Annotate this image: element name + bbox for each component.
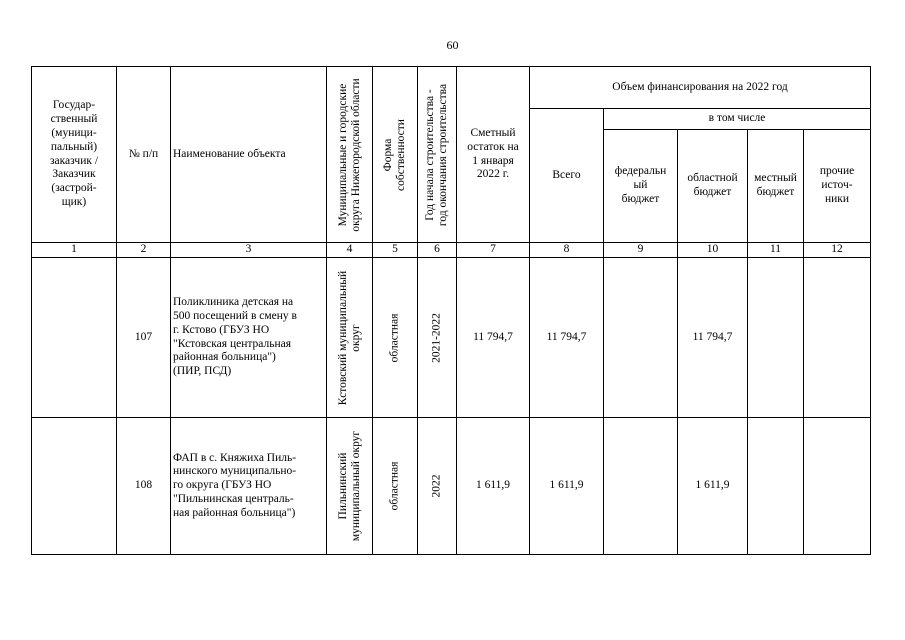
header-ownership: Форма собственности bbox=[373, 67, 418, 243]
header-total: Всего bbox=[530, 109, 604, 243]
header-federal: федеральн ый бюджет bbox=[604, 130, 678, 243]
row-regional: 11 794,7 bbox=[678, 258, 748, 418]
column-number: 4 bbox=[327, 243, 373, 258]
column-number: 9 bbox=[604, 243, 678, 258]
column-number: 6 bbox=[418, 243, 457, 258]
row-other bbox=[804, 418, 871, 555]
header-funding: Объем финансирования на 2022 год bbox=[530, 67, 871, 109]
row-district: Кстовский муниципальный округ bbox=[327, 258, 373, 418]
row-federal bbox=[604, 258, 678, 418]
row-ownership: областная bbox=[373, 418, 418, 555]
row-regional: 1 611,9 bbox=[678, 418, 748, 555]
column-number: 3 bbox=[171, 243, 327, 258]
column-number: 11 bbox=[748, 243, 804, 258]
header-other: прочие источ- ники bbox=[804, 130, 871, 243]
table-row bbox=[32, 258, 871, 418]
row-name: ФАП в с. Княжиха Пиль- нинского муниципально- го округа (ГБУЗ НО "Пильнинская централь- ная районная больница") bbox=[171, 418, 327, 555]
row-estimate: 11 794,7 bbox=[457, 258, 530, 418]
page-number: 60 bbox=[446, 38, 459, 52]
row-total: 11 794,7 bbox=[530, 258, 604, 418]
column-number: 1 bbox=[32, 243, 117, 258]
row-years: 2022 bbox=[418, 418, 457, 555]
row-customer bbox=[32, 258, 117, 418]
header-years: Год начала строительства - год окончания строительства bbox=[418, 67, 457, 243]
column-number: 8 bbox=[530, 243, 604, 258]
header-customer: Государ- ственный (муници- пальный) заказчик / Заказчик (застрой- щик) bbox=[32, 67, 117, 243]
row-total: 1 611,9 bbox=[530, 418, 604, 555]
column-number: 5 bbox=[373, 243, 418, 258]
column-number: 12 bbox=[804, 243, 871, 258]
row-local bbox=[748, 418, 804, 555]
header-name: Наименование объекта bbox=[171, 67, 327, 243]
header-num: № п/п bbox=[117, 67, 171, 243]
header-including: в том числе bbox=[604, 109, 871, 130]
row-name: Поликлиника детская на 500 посещений в смену в г. Кстово (ГБУЗ НО "Кстовская центральная районная больница") (ПИР, ПСД) bbox=[171, 258, 327, 418]
header-row-1 bbox=[32, 67, 871, 109]
row-customer bbox=[32, 418, 117, 555]
row-estimate: 1 611,9 bbox=[457, 418, 530, 555]
financing-table bbox=[31, 66, 871, 555]
row-num: 108 bbox=[117, 418, 171, 555]
row-district: Пильнинский муниципальный округ bbox=[327, 418, 373, 555]
column-number-row bbox=[32, 243, 871, 258]
row-local bbox=[748, 258, 804, 418]
table-row bbox=[32, 418, 871, 555]
row-num: 107 bbox=[117, 258, 171, 418]
header-estimate: Сметный остаток на 1 января 2022 г. bbox=[457, 67, 530, 243]
column-number: 2 bbox=[117, 243, 171, 258]
column-number: 10 bbox=[678, 243, 748, 258]
row-years: 2021-2022 bbox=[418, 258, 457, 418]
header-local: местный бюджет bbox=[748, 130, 804, 243]
row-other bbox=[804, 258, 871, 418]
row-ownership: областная bbox=[373, 258, 418, 418]
header-district: Муниципальные и городские округа Нижегородской области bbox=[327, 67, 373, 243]
column-number: 7 bbox=[457, 243, 530, 258]
header-regional: областной бюджет bbox=[678, 130, 748, 243]
row-federal bbox=[604, 418, 678, 555]
